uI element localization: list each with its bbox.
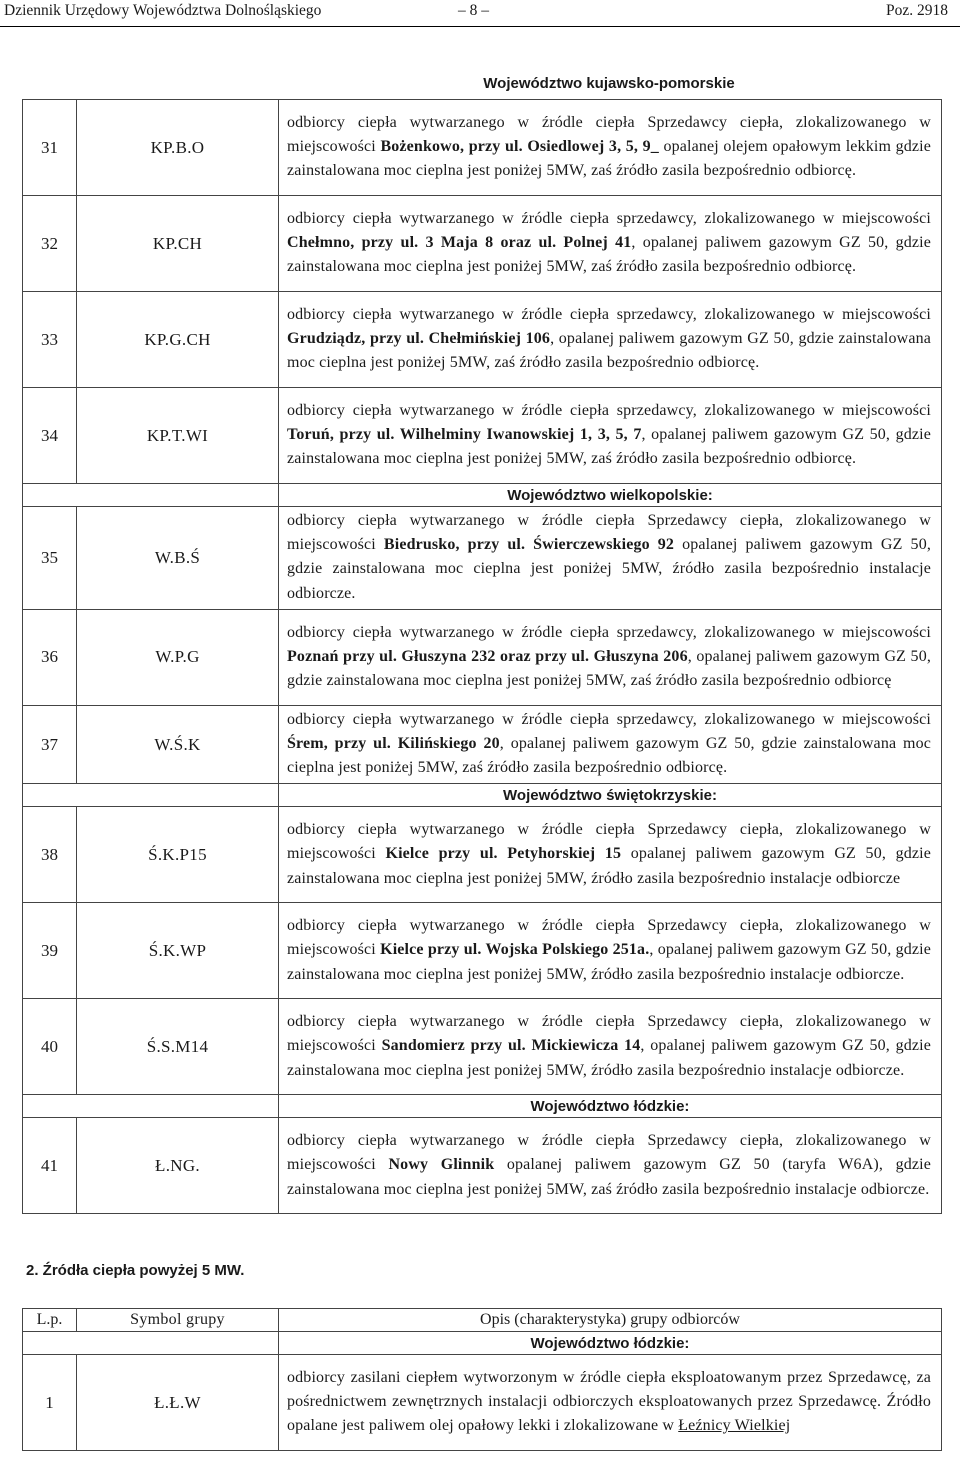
description-text: opalanej olejem opałowym lekkim gdzie zainstalowana moc cieplna jest poniżej 5MW, zaś źródło zasila bezpośrednio odbiorcę. — [287, 137, 931, 180]
table-row — [23, 999, 942, 1095]
description-text: odbiorcy ciepła wytwarzanego w źródle ciepła sprzedawcy, zlokalizowanego w miejscowości — [287, 623, 931, 641]
journal-title: Dziennik Urzędowy Województwa Dolnośląskiego — [4, 2, 322, 19]
group-symbol: Ł.NG. — [77, 1118, 279, 1214]
row-number: 41 — [23, 1118, 77, 1214]
table-row — [23, 807, 942, 903]
section-title: Województwo świętokrzyskie: — [279, 784, 942, 807]
description-text: odbiorcy zasilani ciepłem wytworzonym w źródle ciepła eksploatowanym przez Sprzedawcę, za pośrednictwem zewnętrznych instalacji odbiorczych eksploatowanych przez Sprzedawcę. Źródło opalane jest paliwem olej opałowy lekki i zlokalizowane w — [287, 1368, 931, 1435]
row-number: 38 — [23, 807, 77, 903]
groups-table-below-5mw — [22, 99, 942, 1214]
location-link-text: Łeźnicy Wielkiej — [678, 1417, 791, 1435]
location-address: Nowy Glinnik — [388, 1156, 495, 1174]
section-title: Województwo kujawsko-pomorskie — [483, 75, 735, 92]
description-text: odbiorcy ciepła wytwarzanego w źródle ciepła Sprzedawcy ciepła, zlokalizowanego w miejscowości — [287, 917, 931, 959]
table-row — [23, 388, 942, 484]
table-row — [23, 292, 942, 388]
location-address: Śrem, przy ul. Kilińskiego 20 — [287, 735, 500, 753]
table-row — [23, 903, 942, 999]
section-title: Województwo łódzkie: — [279, 1332, 942, 1355]
group-description — [279, 507, 942, 610]
description-text: , opalanej paliwem gazowym GZ 50, gdzie zainstalowana moc cieplna jest poniżej 5MW, zaś źródło zasila bezpośrednio odbiorcę. — [287, 735, 931, 777]
location-address: Poznań przy ul. Głuszyna 232 oraz przy ul. Głuszyna 206 — [287, 647, 688, 665]
groups-table-above-5mw — [22, 1308, 942, 1451]
location-address: Kielce przy ul. Wojska Polskiego 251a. — [380, 941, 650, 959]
page-number: – 8 – — [458, 2, 489, 19]
group-symbol: W.Ś.K — [77, 705, 279, 784]
location-address: Chełmno, przy ul. 3 Maja 8 oraz ul. Polnej 41 — [287, 233, 632, 251]
location-address: Bożenkowo, przy ul. Osiedlowej 3, 5, 9_ — [380, 137, 659, 155]
position-number: Poz. 2918 — [886, 2, 948, 19]
description-text: odbiorcy ciepła wytwarzanego w źródle ciepła sprzedawcy, zlokalizowanego w miejscowości — [287, 209, 931, 227]
group-description — [279, 807, 942, 903]
row-number: 32 — [23, 196, 77, 292]
description-text: odbiorcy ciepła wytwarzanego w źródle ciepła sprzedawcy, zlokalizowanego w miejscowości — [287, 305, 931, 323]
group-description — [279, 292, 942, 388]
group-symbol: W.P.G — [77, 609, 279, 705]
group-symbol: KP.G.CH — [77, 292, 279, 388]
group-description — [279, 903, 942, 999]
location-address: Toruń, przy ul. Wilhelminy Iwanowskiej 1, 3, 5, 7 — [287, 425, 642, 443]
section-row — [23, 1332, 942, 1355]
description-text: opalanej paliwem gazowym GZ 50 (taryfa W6A), gdzie zainstalowana moc cieplna jest poniżej 5MW, zaś źródło zasila bezpośrednio instalacje odbiorcze. — [287, 1156, 931, 1198]
group-symbol: W.B.Ś — [77, 507, 279, 610]
table-row — [23, 100, 942, 196]
section-row — [23, 784, 942, 807]
group-description — [279, 100, 942, 196]
group-description — [279, 1118, 942, 1214]
description-text: odbiorcy ciepła wytwarzanego w źródle ciepła Sprzedawcy ciepła, zlokalizowanego w miejscowości — [287, 1132, 931, 1174]
description-text: odbiorcy ciepła wytwarzanego w źródle ciepła Sprzedawcy ciepła, zlokalizowanego w miejscowości — [287, 512, 931, 554]
table-row — [23, 705, 942, 784]
group-description — [279, 196, 942, 292]
section-title: Województwo łódzkie: — [279, 1095, 942, 1118]
header-description: Opis (charakterystyka) grupy odbiorców — [279, 1309, 942, 1332]
description-text: , opalanej paliwem gazowym GZ 50, gdzie zainstalowana moc cieplna jest poniżej 5MW, zaś źródło zasila bezpośrednio odbiorcę. — [287, 329, 931, 372]
row-number: 1 — [23, 1355, 77, 1451]
description-text: , opalanej paliwem gazowym GZ 50, gdzie zainstalowana moc cieplna jest poniżej 5MW, zaś źródło zasila bezpośrednio odbiorcę — [287, 647, 931, 689]
group-symbol: KP.B.O — [77, 100, 279, 196]
section-row — [23, 484, 942, 507]
header-symbol: Symbol grupy — [77, 1309, 279, 1332]
group-symbol: KP.CH — [77, 196, 279, 292]
section-row — [23, 1095, 942, 1118]
page-header — [0, 0, 960, 27]
group-description — [279, 1355, 942, 1451]
group-description — [279, 609, 942, 705]
table-header-row — [23, 1309, 942, 1332]
description-text: , opalanej paliwem gazowym GZ 50, gdzie zainstalowana moc cieplna jest poniżej 5MW, źródło zasila bezpośrednio instalacje odbiorcze. — [287, 941, 931, 983]
section-title: Województwo wielkopolskie: — [279, 484, 942, 507]
group-description — [279, 999, 942, 1095]
header-lp: L.p. — [23, 1309, 77, 1332]
section-heading-above-5mw: 2. Źródła ciepła powyżej 5 MW. — [26, 1262, 245, 1279]
description-text: odbiorcy ciepła wytwarzanego w źródle ciepła sprzedawcy, zlokalizowanego w miejscowości — [287, 401, 931, 419]
group-symbol: Ś.K.P15 — [77, 807, 279, 903]
group-symbol: KP.T.WI — [77, 388, 279, 484]
description-text: opalanej paliwem gazowym GZ 50, gdzie zainstalowana moc cieplna jest poniżej 5MW, źródło zasila bezpośrednio instalacje odbiorcze. — [287, 536, 931, 602]
location-address: Kielce przy ul. Petyhorskiej 15 — [385, 845, 622, 863]
description-text: odbiorcy ciepła wytwarzanego w źródle ciepła Sprzedawcy ciepła, zlokalizowanego w miejscowości — [287, 1013, 931, 1055]
row-number: 31 — [23, 100, 77, 196]
description-text: , opalanej paliwem gazowym GZ 50, gdzie zainstalowana moc cieplna jest poniżej 5MW, zaś źródło zasila bezpośrednio odbiorcę. — [287, 425, 931, 468]
table-row — [23, 507, 942, 610]
group-symbol: Ś.K.WP — [77, 903, 279, 999]
row-number: 34 — [23, 388, 77, 484]
group-symbol: Ł.Ł.W — [77, 1355, 279, 1451]
location-address: Grudziądz, przy ul. Chełmińskiej 106 — [287, 329, 551, 347]
table-row — [23, 1355, 942, 1451]
table-row — [23, 196, 942, 292]
description-text: odbiorcy ciepła wytwarzanego w źródle ciepła Sprzedawcy ciepła, zlokalizowanego w miejscowości — [287, 821, 931, 863]
location-address: Biedrusko, przy ul. Świerczewskiego 92 — [383, 536, 675, 554]
row-number: 37 — [23, 705, 77, 784]
table-row — [23, 609, 942, 705]
description-text: odbiorcy ciepła wytwarzanego w źródle ciepła sprzedawcy, zlokalizowanego w miejscowości — [287, 710, 931, 728]
group-description — [279, 388, 942, 484]
row-number: 33 — [23, 292, 77, 388]
row-number: 39 — [23, 903, 77, 999]
table-row — [23, 1118, 942, 1214]
group-symbol: Ś.S.M14 — [77, 999, 279, 1095]
location-address: Sandomierz przy ul. Mickiewicza 14 — [381, 1037, 641, 1055]
row-number: 40 — [23, 999, 77, 1095]
row-number: 36 — [23, 609, 77, 705]
description-text: opalanej paliwem gazowym GZ 50, gdzie zainstalowana moc cieplna jest poniżej 5MW, źródło zasila bezpośrednio instalacje odbiorcze — [287, 845, 931, 887]
row-number: 35 — [23, 507, 77, 610]
description-text: odbiorcy ciepła wytwarzanego w źródle ciepła Sprzedawcy ciepła, zlokalizowanego w miejscowości — [287, 113, 931, 155]
group-description — [279, 705, 942, 784]
description-text: , opalanej paliwem gazowym GZ 50, gdzie zainstalowana moc cieplna jest poniżej 5MW, zaś źródło zasila bezpośrednio odbiorcę. — [287, 233, 931, 276]
description-text: , opalanej paliwem gazowym GZ 50, gdzie zainstalowana moc cieplna jest poniżej 5MW, źródło zasila bezpośrednio instalacje odbiorcze. — [287, 1037, 931, 1079]
